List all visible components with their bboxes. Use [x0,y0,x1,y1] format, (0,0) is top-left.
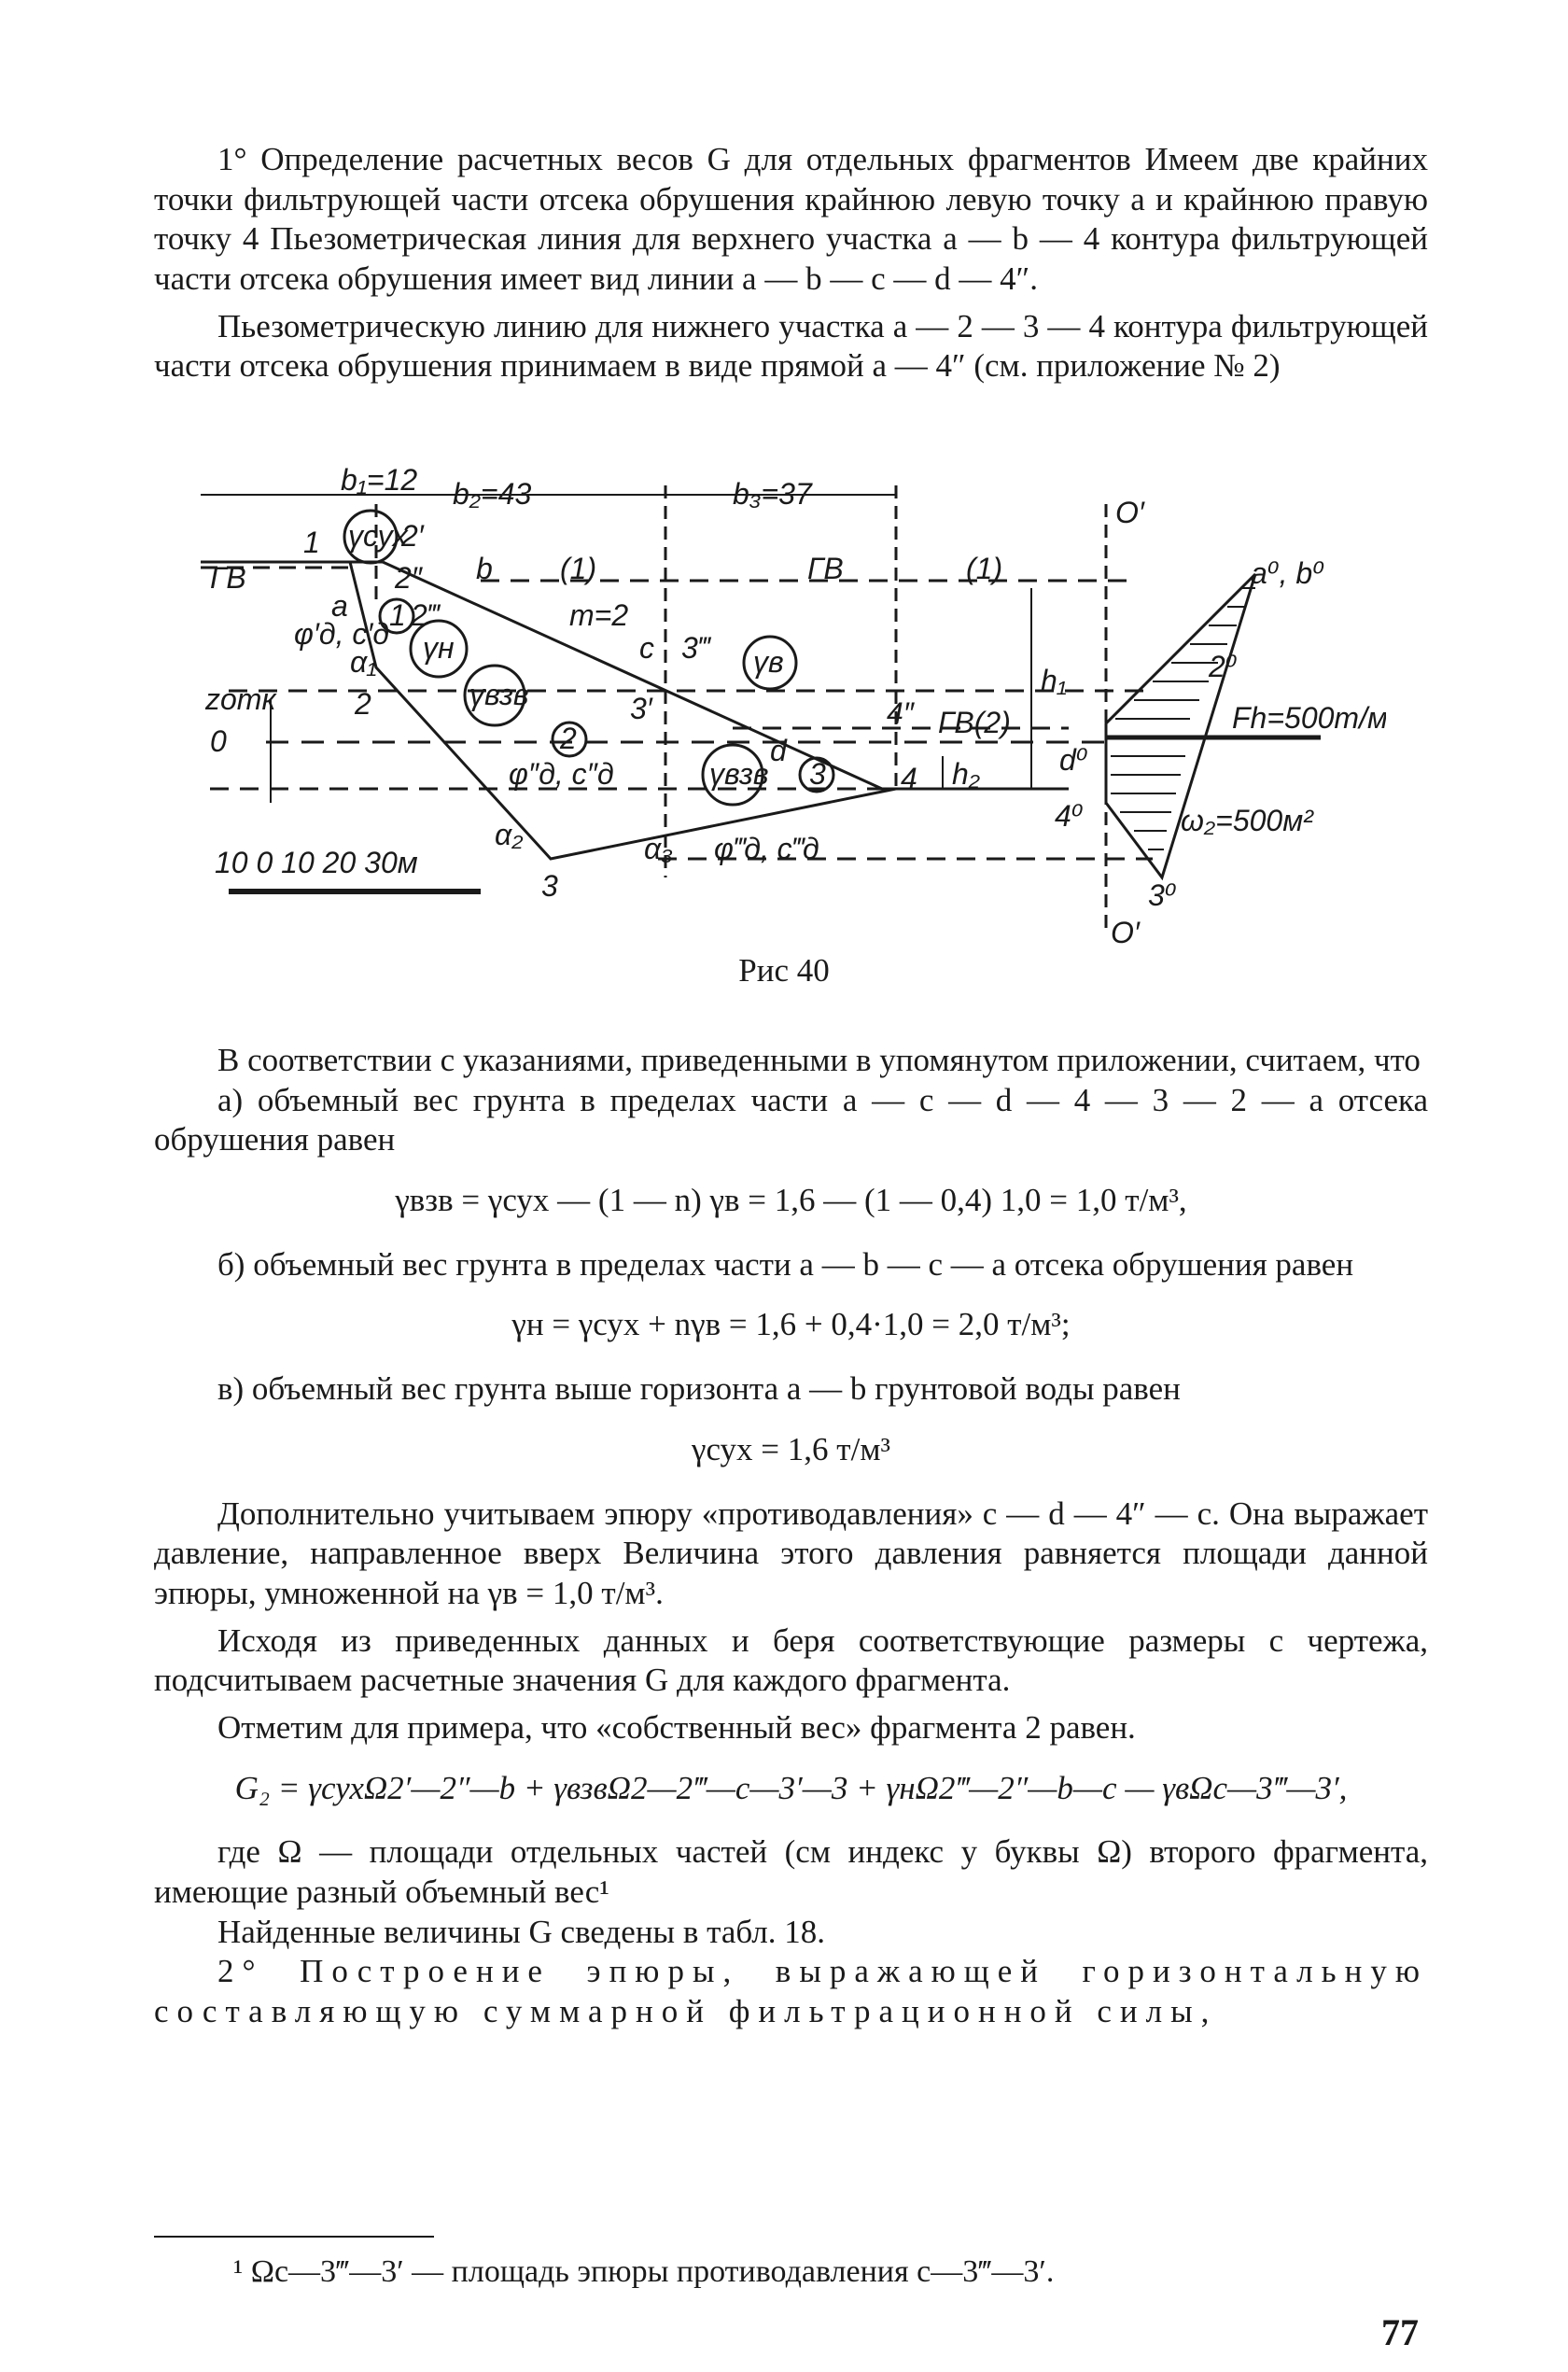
figure-caption: Рис 40 [738,952,830,989]
label-fh: Fh=500т/м [1232,701,1386,735]
label-pt3p: 3′ [630,692,652,725]
label-pt1: 1 [303,526,320,559]
item-a: а) объемный вес грунта в пределах части a — c — d — 4 — 3 — 2 — a отсека обрушения равен [154,1081,1428,1158]
label-pt4pp: 4″ [887,696,915,730]
label-p40: 4⁰ [1055,799,1084,833]
footnote-rule [154,2236,434,2238]
label-o-bot: O′ [1111,916,1140,949]
label-phi-c: φ′д, c′д [294,617,390,651]
label-frag3: 3 [809,757,826,791]
label-alpha3: α₃ [644,832,673,865]
label-gv2: ГВ(2) [938,706,1011,739]
slope-diagram [173,467,1386,952]
label-d0: d⁰ [1059,743,1088,777]
item-c: в) объемный вес грунта выше горизонта a — b грунтовой воды равен [217,1370,1181,1408]
label-gvzv1: γвзв [469,678,529,711]
label-gv: γв [753,645,784,679]
label-frag2: 2 [560,722,577,755]
paragraph-8: Найденные величины G сведены в табл. 18. [217,1913,826,1950]
label-scale: 10 0 10 20 30м [215,846,418,879]
label-h1: h₁ [1041,664,1067,697]
equation-a: γвзв = γсух — (1 — n) γв = 1,6 — (1 — 0,4) 1,0 = 1,0 т/м³, [395,1182,1187,1219]
label-pt4: 4 [901,762,917,795]
label-h2: h₂ [952,757,980,791]
label-alpha2: α₂ [495,818,524,851]
label-phi-c2: φ″д, c″д [509,757,614,791]
label-pt2: 2 [355,687,371,721]
item-b: б) объемный вес грунта в пределах части a — b — c — a отсека обрушения равен [217,1245,1354,1283]
label-b3: b₃=37 [733,477,812,511]
label-p30: 3⁰ [1148,878,1177,912]
label-pt3: 3 [541,869,558,903]
label-o-top: O′ [1115,496,1144,529]
equation-b: γн = γсух + nγв = 1,6 + 0,4·1,0 = 2,0 т/м³; [511,1306,1071,1343]
paragraph-3: В соответствии с указаниями, приведенными в упомянутом приложении, считаем, что [217,1042,1421,1078]
label-b1: b₁=12 [341,467,418,497]
page-number: 77 [1381,2311,1419,2353]
paragraph-9: 2° Построение эпюры, выражающей горизонтальную составляющую суммарной фильтрационной силы, [154,1953,1428,2030]
label-pt-d: d [770,734,787,767]
label-p20: 2⁰ [1209,650,1238,683]
lower-text [154,1041,1428,2032]
label-pt3ppp: 3‴ [681,631,709,665]
label-pt-a: a [331,589,348,623]
label-zotk: zотк [205,682,276,716]
label-phi-c3: φ‴д, c‴д [714,832,819,865]
upper-text [154,140,1428,386]
label-frag1: 1 [389,598,406,632]
equation-c: γсух = 1,6 т/м³ [692,1430,890,1467]
label-gv-left: ГВ [210,561,246,595]
paragraph-7: где Ω — площади отдельных частей (см индекс у буквы Ω) второго фрагмента, имеющие разный объемный вес¹ [154,1833,1428,1910]
label-w2: ω₂=500м² [1181,804,1313,837]
label-gv-mid: ГВ [807,552,844,585]
label-pt2p: 2′ [401,519,424,553]
paragraph-1: 1° Определение расчетных весов G для отдельных фрагментов Имеем две крайних точки фильтрующей части отсека обрушения крайнюю левую точку a и крайнюю правую точку 4 Пьезометрическая линия для верхнего участка a — b — 4 контура фильтрующей части отсека обрушения имеет вид линии a — b — c — d — 4″. [154,141,1428,298]
label-one-a: (1) [560,552,597,585]
paragraph-2: Пьезометрическую линию для нижнего участка a — 2 — 3 — 4 контура фильтрующей части отсека обрушения принимаем в виде прямой a — 4″ (см. приложение № 2) [154,307,1428,385]
paragraph-4: Дополнительно учитываем эпюру «противодавления» c — d — 4″ — c. Она выражает давление, направленное вверх Величина этого давления равняется площади данной эпюры, умноженной на γв = 1,0 т/м³. [154,1495,1428,1611]
label-pt-b: b [476,552,493,585]
label-b2: b₂=43 [453,477,532,511]
label-one-b: (1) [966,552,1003,585]
label-pt2pp: 2″ [395,561,423,595]
label-pt2ppp: 2‴ [411,598,439,632]
label-pt-c: c [639,631,654,665]
equation-d: G₂ = γсухΩ2′—2″—b + γвзвΩ2—2‴—c—3′—3 + γнΩ2‴—2″—b—c — γвΩc—3‴—3′, [234,1769,1348,1806]
paragraph-5: Исходя из приведенных данных и беря соответствующие размеры с чертежа, подсчитываем расчетные значения G для каждого фрагмента. [154,1621,1428,1699]
label-ab0: a⁰, b⁰ [1251,556,1325,590]
label-gn: γн [423,631,455,665]
label-alpha1: α₁ [350,645,377,679]
label-m2: m=2 [569,598,629,632]
label-zero: 0 [210,724,227,758]
paragraph-6: Отметим для примера, что «собственный вес» фрагмента 2 равен. [217,1708,1136,1746]
label-gvzv2: γвзв [709,757,769,791]
footnote: ¹ Ωc—3‴—3′ — площадь эпюры противодавления c—3‴—3′. [233,2254,1055,2289]
label-gsux: γсух [348,519,408,553]
figure-40 [173,467,1386,952]
